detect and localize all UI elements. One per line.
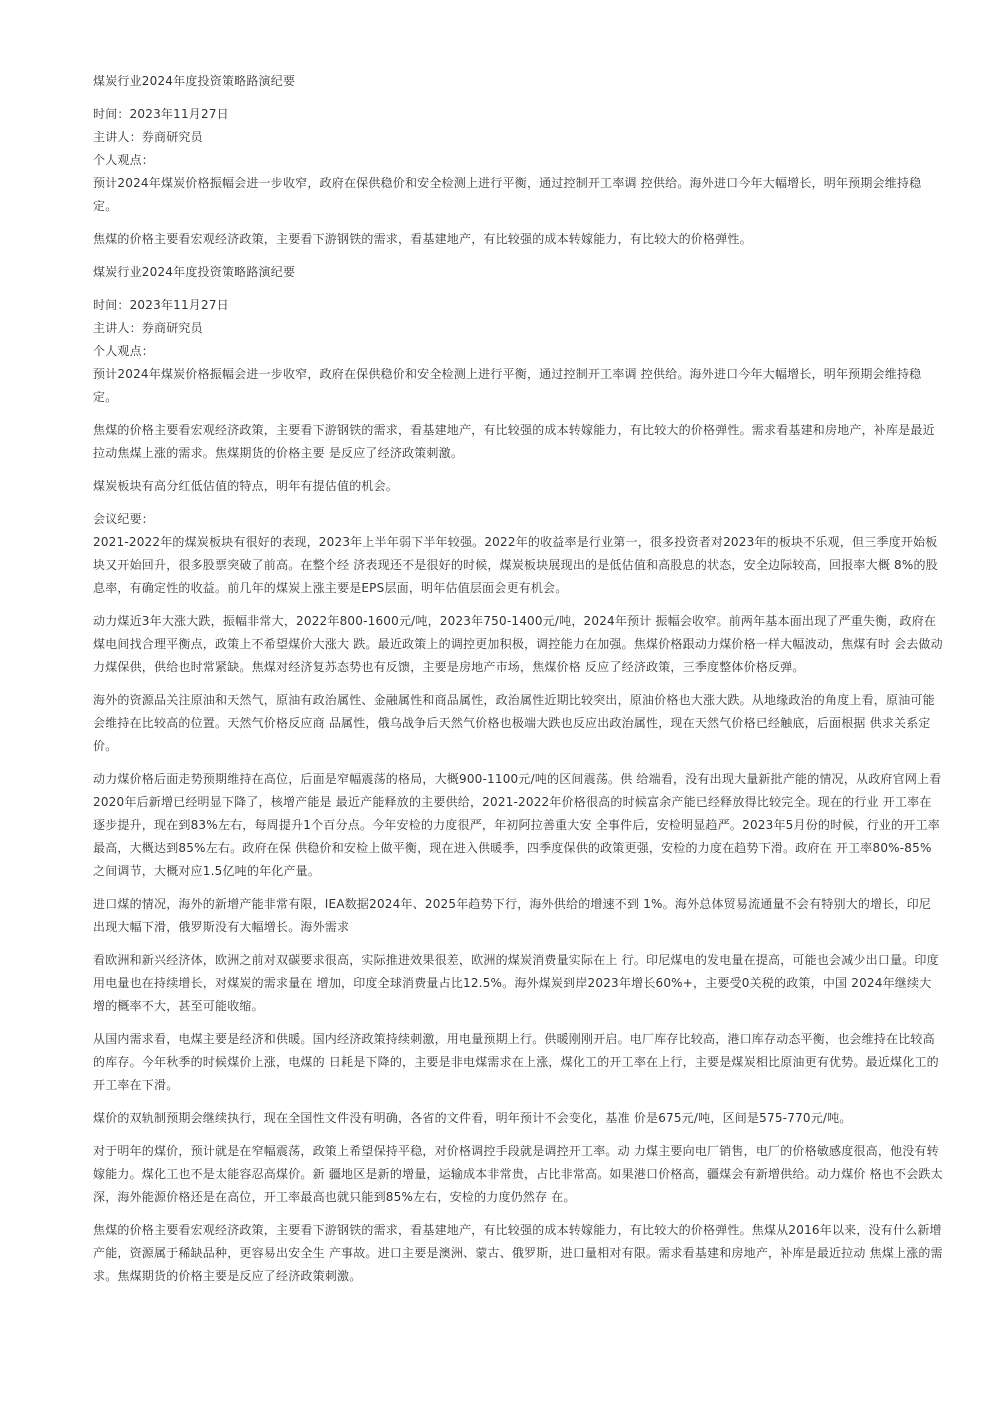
- speaker-2: 主讲人：券商研究员: [93, 321, 203, 335]
- paragraph: 对于明年的煤价，预计就是在窄幅震荡，政策上希望保持平稳，对价格调控手段就是调控开工率。动 力煤主要向电厂销售，电厂的价格敏感度很高，他没有转嫁能力。煤化工也不是太能容忍高煤价。新 疆地区是新的增量，运输成本非常贵，占比非常高。如果港口价格高，疆煤会有新增供给。动力煤价 格也不会跌太深，海外能源价格还是在高位，开工率最高也就只能到85%左右，安检的力度仍然存 在。: [93, 1144, 943, 1204]
- speaker-1: 主讲人：券商研究员: [93, 130, 203, 144]
- section-title-2: 煤炭行业2024年度投资策略路演纪要: [93, 265, 296, 279]
- paragraph: 看欧洲和新兴经济体，欧洲之前对双碳要求很高，实际推进效果很差，欧洲的煤炭消费量实际在上 行。印尼煤电的发电量在提高，可能也会减少出口量。印度用电量也在持续增长，对煤炭的需求量在 增加，印度全球消费量占比12.5%。海外煤炭到岸2023年增长60%+，主要受0关税的政策，中国 2024年继续大增的概率不大，甚至可能收缩。: [93, 953, 939, 1013]
- paragraph: 煤炭板块有高分红低估值的特点，明年有提估值的机会。: [93, 479, 399, 493]
- meeting-time-1: 时间：2023年11月27日: [93, 107, 229, 121]
- paragraph: 煤价的双轨制预期会继续执行，现在全国性文件没有明确，各省的文件看，明年预计不会变化，基准 价是675元/吨，区间是575-770元/吨。: [93, 1111, 852, 1125]
- paragraph: 从国内需求看，电煤主要是经济和供暖。国内经济政策持续刺激，用电量预期上行。供暖刚刚开启。电厂库存比较高，港口库存动态平衡，也会维持在比较高的库存。今年秋季的时候煤价上涨，电煤的 日耗是下降的，主要是非电煤需求在上涨，煤化工的开工率在上行，主要是煤炭相比原油更有优势。最近煤化工的开工率在下滑。: [93, 1032, 939, 1092]
- view-label-2: 个人观点：: [93, 344, 155, 358]
- paragraph: 焦煤的价格主要看宏观经济政策，主要看下游钢铁的需求，看基建地产，有比较强的成本转嫁能力，有比较大的价格弹性。需求看基建和房地产，补库是最近拉动焦煤上涨的需求。焦煤期货的价格主要 是反应了经济政策刺激。: [93, 423, 935, 460]
- paragraph: 动力煤近3年大涨大跌，振幅非常大，2022年800-1600元/吨，2023年750-1400元/吨，2024年预计 振幅会收窄。前两年基本面出现了严重失衡，政府在煤电间找合理平衡点，政策上不希望煤价大涨大 跌。最近政策上的调控更加积极，调控能力在加强。焦煤价格跟动力煤价格一样大幅波动，焦煤有时 会去做动力煤保供，供给也时常紧缺。焦煤对经济复苏态势也有反馈，主要是房地产市场，焦煤价格 反应了经济政策，三季度整体价格反弹。: [93, 614, 943, 674]
- paragraph: 动力煤价格后面走势预期维持在高位，后面是窄幅震荡的格局，大概900-1100元/吨的区间震荡。供 给端看，没有出现大量新批产能的情况，从政府官网上看2020年后新增已经明显下降了，核增产能是 最近产能释放的主要供给，2021-2022年价格很高的时候富余产能已经释放得比较完全。现在的行业 开工率在逐步提升，现在到83%左右，每周提升1个百分点。今年安检的力度很严，年初阿拉善重大安 全事件后，安检明显趋严。2023年5月份的时候，行业的开工率最高，大概达到85%左右。政府在保 供稳价和安检上做平衡，现在进入供暖季，四季度保供的政策更强，安检的力度在趋势下滑。政府在 开工率80%-85%之间调节，大概对应1.5亿吨的年化产量。: [93, 772, 942, 878]
- document-page: [93, 70, 943, 1298]
- paragraph: 焦煤的价格主要看宏观经济政策，主要看下游钢铁的需求，看基建地产，有比较强的成本转嫁能力，有比较大的价格弹性。: [93, 232, 752, 246]
- paragraph: 2021-2022年的煤炭板块有很好的表现，2023年上半年弱下半年较强。2022年的收益率是行业第一，很多投资者对2023年的板块不乐观，但三季度开始板块又开始回升，很多股票突破了前高。在整个经 济表现还不是很好的时候，煤炭板块展现出的是低估值和高股息的状态，安全边际较高，回报率大概 8%的股息率，有确定性的收益。前几年的煤炭上涨主要是EPS层面，明年估值层面会更有机会。: [93, 535, 938, 595]
- meeting-time-2: 时间：2023年11月27日: [93, 298, 229, 312]
- meeting-notes-label: 会议纪要：: [93, 512, 155, 526]
- view-label-1: 个人观点：: [93, 153, 155, 167]
- paragraph: 海外的资源品关注原油和天然气，原油有政治属性、金融属性和商品属性，政治属性近期比较突出，原油价格也大涨大跌。从地缘政治的角度上看，原油可能会维持在比较高的位置。天然气价格反应商 品属性，俄乌战争后天然气价格也极端大跌也反应出政治属性，现在天然气价格已经触底，后面根据 供求关系定价。: [93, 693, 935, 753]
- paragraph: 焦煤的价格主要看宏观经济政策，主要看下游钢铁的需求，看基建地产，有比较强的成本转嫁能力，有比较大的价格弹性。焦煤从2016年以来，没有什么新增产能，资源属于稀缺品种，更容易出安全生 产事故。进口主要是澳洲、蒙古、俄罗斯，进口量相对有限。需求看基建和房地产，补库是最近拉动 焦煤上涨的需求。焦煤期货的价格主要是反应了经济政策刺激。: [93, 1223, 943, 1283]
- section-title-1: 煤炭行业2024年度投资策略路演纪要: [93, 74, 296, 88]
- paragraph: 进口煤的情况，海外的新增产能非常有限，IEA数据2024年、2025年趋势下行，海外供给的增速不到 1%。海外总体贸易流通量不会有特别大的增长，印尼出现大幅下滑，俄罗斯没有大幅增长。海外需求: [93, 897, 932, 934]
- paragraph: 预计2024年煤炭价格振幅会进一步收窄，政府在保供稳价和安全检测上进行平衡，通过控制开工率调 控供给。海外进口今年大幅增长，明年预期会维持稳定。: [93, 367, 922, 404]
- paragraph: 预计2024年煤炭价格振幅会进一步收窄，政府在保供稳价和安全检测上进行平衡，通过控制开工率调 控供给。海外进口今年大幅增长，明年预期会维持稳定。: [93, 176, 922, 213]
